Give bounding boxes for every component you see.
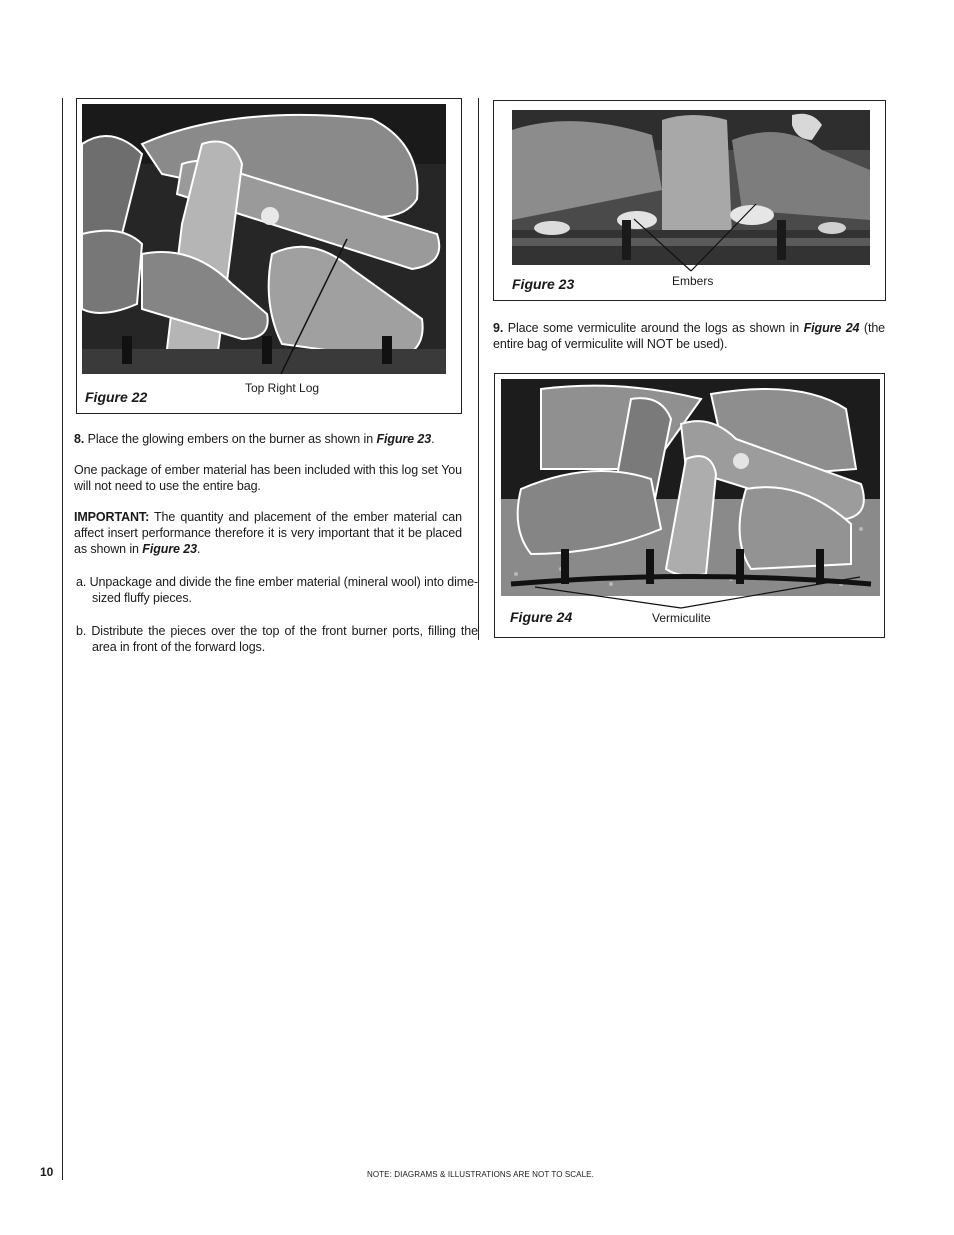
figure-23: [493, 100, 886, 301]
figure-23-label: Figure 23: [512, 276, 575, 292]
important-paragraph: [74, 509, 462, 557]
figure-22-label: Figure 22: [85, 389, 148, 405]
step-9-end: (the entire bag of vermiculite will NOT be used).: [493, 321, 886, 351]
step-9-text: Place some vermiculite around the logs as shown in: [507, 321, 800, 335]
figure-23-callout: Embers: [672, 274, 714, 288]
important-label: IMPORTANT:: [74, 510, 150, 524]
figure-24: [494, 373, 885, 638]
figure-22-photo: [82, 104, 446, 374]
step-9-figure-ref: Figure 24: [803, 321, 860, 335]
important-figure-ref: Figure 23: [142, 542, 197, 556]
important-end: .: [196, 542, 201, 556]
substep-a: a. Unpackage and divide the fine ember material (mineral wool) into dime-sized fluffy pieces.: [76, 575, 478, 605]
step-9-number: 9.: [493, 321, 504, 335]
figure-22: [76, 98, 462, 414]
figure-24-callout: Vermiculite: [652, 611, 711, 625]
figure-22-callout: Top Right Log: [245, 381, 320, 395]
substep-b: b. Distribute the pieces over the top of the front burner ports, filling the area in front of the forward logs.: [76, 624, 478, 654]
step-8-figure-ref: Figure 23: [376, 432, 432, 446]
important-text: The quantity and placement of the ember material can affect insert performance therefore it is very important that it be placed as shown in: [74, 510, 462, 556]
package-paragraph: One package of ember material has been included with this log set You will not need to use the entire bag.: [74, 463, 462, 493]
step-8-number: 8.: [74, 432, 85, 446]
figure-23-leader-lines: [494, 101, 887, 302]
step-8-end: .: [431, 432, 435, 446]
step-8: [74, 431, 462, 447]
figure-24-leader-lines: [495, 374, 886, 639]
step-8-text: Place the glowing embers on the burner as shown in: [87, 432, 374, 446]
column-divider-rule: [478, 98, 479, 640]
left-margin-rule: [62, 98, 63, 1180]
footnote: NOTE: DIAGRAMS & ILLUSTRATIONS ARE NOT TO SCALE.: [367, 1170, 594, 1179]
step-9: [493, 320, 885, 352]
page-number: 10: [40, 1165, 54, 1179]
figure-24-label: Figure 24: [510, 609, 573, 625]
